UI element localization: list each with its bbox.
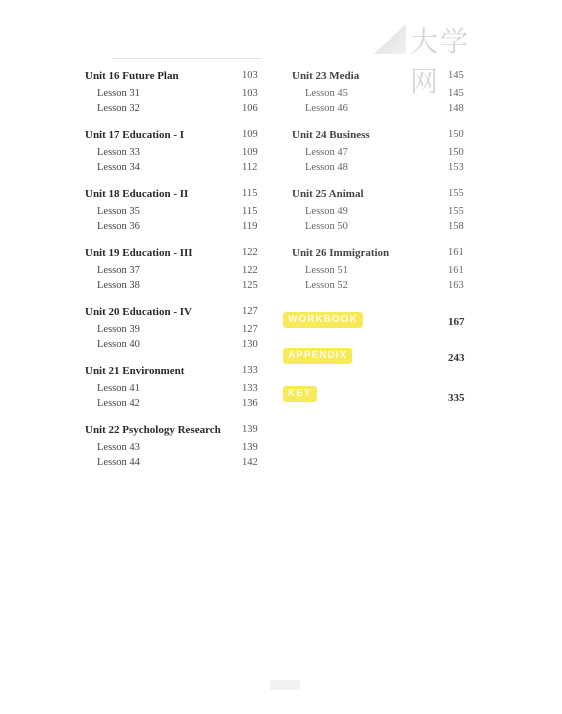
unit-page-number: 115 <box>242 188 258 199</box>
lesson-item: Lesson 50 <box>305 221 348 232</box>
unit-title: Unit 22 Psychology Research <box>85 424 221 436</box>
unit-title: Unit 19 Education - III <box>85 247 193 259</box>
lesson-item: Lesson 49 <box>305 206 348 217</box>
lesson-item: Lesson 41 <box>97 383 140 394</box>
lesson-item: Lesson 39 <box>97 324 140 335</box>
lesson-page-number: 155 <box>448 206 464 217</box>
appendix-page-number: 243 <box>448 352 465 364</box>
unit-page-number: 122 <box>242 247 258 258</box>
lesson-item: Lesson 52 <box>305 280 348 291</box>
lesson-page-number: 161 <box>448 265 464 276</box>
lesson-page-number: 158 <box>448 221 464 232</box>
lesson-page-number: 127 <box>242 324 258 335</box>
appendix-label: KEY <box>283 386 317 402</box>
unit-page-number: 161 <box>448 247 464 258</box>
lesson-item: Lesson 35 <box>97 206 140 217</box>
unit-page-number: 109 <box>242 129 258 140</box>
lesson-item: Lesson 40 <box>97 339 140 350</box>
lesson-item: Lesson 47 <box>305 147 348 158</box>
lesson-page-number: 153 <box>448 162 464 173</box>
lesson-item: Lesson 51 <box>305 265 348 276</box>
lesson-item: Lesson 38 <box>97 280 140 291</box>
lesson-item: Lesson 37 <box>97 265 140 276</box>
lesson-item: Lesson 43 <box>97 442 140 453</box>
lesson-page-number: 133 <box>242 383 258 394</box>
unit-page-number: 127 <box>242 306 258 317</box>
lesson-item: Lesson 42 <box>97 398 140 409</box>
unit-page-number: 133 <box>242 365 258 376</box>
lesson-page-number: 136 <box>242 398 258 409</box>
lesson-page-number: 106 <box>242 103 258 114</box>
appendix-label: WORKBOOK <box>283 312 363 328</box>
unit-title: Unit 26 Immigration <box>292 247 390 259</box>
unit-title: Unit 17 Education - I <box>85 129 185 141</box>
header-rule <box>112 58 262 59</box>
logo-text: 大学网 <box>410 25 471 98</box>
lesson-item: Lesson 33 <box>97 147 140 158</box>
lesson-page-number: 142 <box>242 457 258 468</box>
unit-title: Unit 25 Animal <box>292 188 364 200</box>
lesson-page-number: 130 <box>242 339 258 350</box>
lesson-item: Lesson 44 <box>97 457 140 468</box>
appendix-page-number: 167 <box>448 316 465 328</box>
lesson-item: Lesson 45 <box>305 88 348 99</box>
lesson-page-number: 139 <box>242 442 258 453</box>
appendix-page-number: 335 <box>448 392 465 404</box>
lesson-page-number: 122 <box>242 265 258 276</box>
unit-title: Unit 18 Education - II <box>85 188 189 200</box>
unit-page-number: 155 <box>448 188 464 199</box>
logo-mark-icon <box>374 24 406 54</box>
lesson-item: Lesson 34 <box>97 162 140 173</box>
lesson-item: Lesson 36 <box>97 221 140 232</box>
unit-page-number: 103 <box>242 70 258 81</box>
unit-page-number: 139 <box>242 424 258 435</box>
lesson-page-number: 109 <box>242 147 258 158</box>
lesson-item: Lesson 31 <box>97 88 140 99</box>
lesson-item: Lesson 46 <box>305 103 348 114</box>
page-footer-mark <box>270 680 300 690</box>
lesson-page-number: 150 <box>448 147 464 158</box>
lesson-page-number: 145 <box>448 88 464 99</box>
lesson-page-number: 112 <box>242 162 258 173</box>
unit-page-number: 145 <box>448 70 464 81</box>
lesson-item: Lesson 48 <box>305 162 348 173</box>
unit-title: Unit 20 Education - IV <box>85 306 192 318</box>
unit-page-number: 150 <box>448 129 464 140</box>
lesson-item: Lesson 32 <box>97 103 140 114</box>
appendix-label: APPENDIX <box>283 348 352 364</box>
unit-title: Unit 24 Business <box>292 129 370 141</box>
unit-title: Unit 16 Future Plan <box>85 70 179 82</box>
unit-title: Unit 21 Environment <box>85 365 185 377</box>
lesson-page-number: 103 <box>242 88 258 99</box>
lesson-page-number: 115 <box>242 206 258 217</box>
unit-title: Unit 23 Media <box>292 70 360 82</box>
lesson-page-number: 125 <box>242 280 258 291</box>
lesson-page-number: 163 <box>448 280 464 291</box>
lesson-page-number: 148 <box>448 103 464 114</box>
lesson-page-number: 119 <box>242 221 258 232</box>
